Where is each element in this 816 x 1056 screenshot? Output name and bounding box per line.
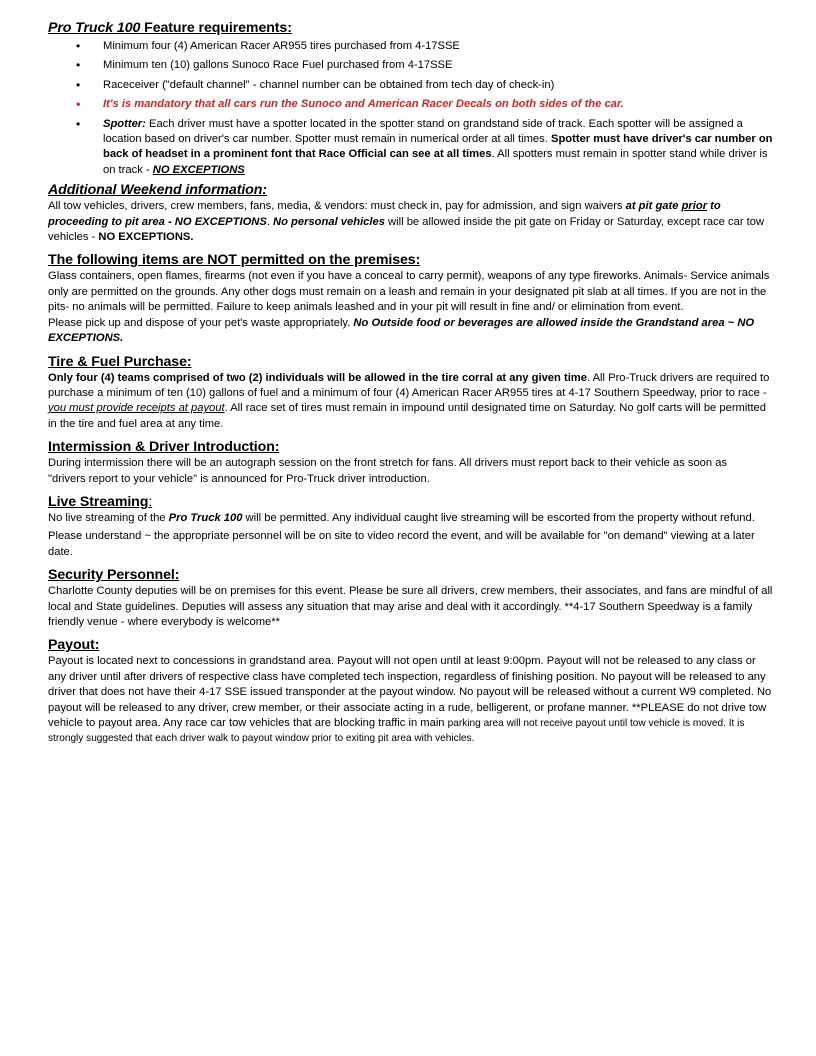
document-page (48, 20, 776, 747)
list-item: • Raceceiver ("default channel" - channel number can be obtained from tech day of check-in) (103, 78, 776, 93)
intermission-section (48, 439, 776, 487)
security-heading: Security Personnel: (48, 567, 180, 584)
tire-fuel-heading: Tire & Fuel Purchase: (48, 353, 192, 370)
live-streaming-text-2: Please understand ~ the appropriate personnel will be on site to video record the event, and will be available for "on demand" viewing at a later date. (48, 530, 755, 558)
feature-requirements-heading: Pro Truck 100 Feature requirements: (48, 20, 292, 36)
spotter-list-item: • Spotter: Each driver must have a spotter located in the spotter stand on grandstand side of track. Each spotter will be assigned a location based on driver's car number. Spotter must remain in numerical order at all times. Spotter must have driver's car number on back of headset in a prominent font that Race Official can see at all times. All spotters must remain in spotter stand while driver is on track - NO EXCEPTIONS (103, 117, 776, 179)
intermission-text-2: "drivers report to your vehicle" is announced for Pro-Truck driver introduction. (48, 472, 430, 485)
list-item: • Minimum ten (10) gallons Sunoco Race Fuel purchased from 4-17SSE (103, 58, 776, 73)
live-streaming-section (48, 494, 776, 560)
feature-requirements-list (48, 39, 776, 178)
live-streaming-heading: Live Streaming: (48, 493, 153, 510)
intermission-text-1: During intermission there will be an autograph session on the front stretch for fans. All drivers must report back to their vehicle as soon as (48, 457, 728, 470)
pet-waste-text: Please pick up and dispose of your pet's waste appropriately. No Outside food or beverages are allowed inside the Grandstand area ~ NO EXCEPTIONS. (48, 316, 755, 345)
list-item: • Minimum four (4) American Racer AR955 tires purchased from 4-17SSE (103, 39, 776, 54)
weekend-info-heading: Additional Weekend information: (48, 182, 267, 199)
not-permitted-section (48, 252, 776, 346)
not-permitted-heading: The following items are NOT permitted on the premises: (48, 252, 421, 269)
security-text: Charlotte County deputies will be on premises for this event. Please be sure all drivers, crew members, their associates, and fans are mindful of all local and State guidelines. Deputies will assess any situation that may arise and deal with it accordingly. **4-17 Southern Speedway is a family friendly venue - where everybody is welcome** (48, 585, 773, 628)
tire-fuel-section (48, 354, 776, 433)
list-item: • It's is mandatory that all cars run the Sunoco and American Racer Decals on both sides of the car. (103, 97, 776, 112)
payout-section (48, 637, 776, 746)
intermission-heading: Intermission & Driver Introduction: (48, 439, 280, 456)
weekend-info-text: All tow vehicles, drivers, crew members, fans, media, & vendors: must check in, pay for admission, and sign waivers at pit gate prior to proceeding to pit area - NO EXCEPTIONS. No personal vehicles will be allowed inside the pit gate on Friday or Saturday, except race car tow vehicles - NO EXCEPTIONS. (48, 200, 765, 244)
security-section (48, 567, 776, 630)
weekend-info-section (48, 182, 776, 245)
live-streaming-text-1: No live streaming of the Pro Truck 100 will be permitted. Any individual caught live streaming will be escorted from the property without refund. (48, 511, 755, 524)
tire-fuel-text: Only four (4) teams comprised of two (2) individuals will be allowed in the tire corral at any given time. All Pro-Truck drivers are required to purchase a minimum of ten (10) gallons of fuel and a minimum of four (4) American Racer AR955 tires at 4-17 Southern Speedway, prior to race - you must provide receipts at payout. All race set of tires must remain in impound until designated time on Saturday. No golf carts will be permitted in the tire and fuel area at any time. (48, 371, 770, 430)
payout-heading: Payout: (48, 637, 100, 654)
payout-text: Payout is located next to concessions in grandstand area. Payout will not open until at least 9:00pm. Payout will not be released to any class or any driver until after drivers of respective class have completed tech inspection, regardless of finishing position. No payout will be released to any driver that does not have their 4-17 SSE issued transponder at the payout window. No payout will be released without a current W9 completed. No payout will be released to any driver, crew member, or their associate acting in a rude, belligerent, or profane manner. **PLEASE do not drive tow vehicle to payout area. Any race car tow vehicles that are blocking traffic in main parking area will not receive payout until tow vehicle is moved. It is strongly suggested that each driver walk to payout window prior to exiting pit area with vehicles. (48, 655, 772, 745)
not-permitted-text: Glass containers, open flames, firearms (not even if you have a conceal to carry permit), weapons of any type fireworks. Animals- Service animals only are permitted on the grounds. Any other dogs must remain on a leash and remain in your designated pit slab at all times. If you are not in the pits- no animals will be permitted. Failure to keep animals leashed and in your pit will result in fine and/ or elimination from event. (48, 270, 770, 314)
feature-requirements-section (48, 20, 776, 178)
